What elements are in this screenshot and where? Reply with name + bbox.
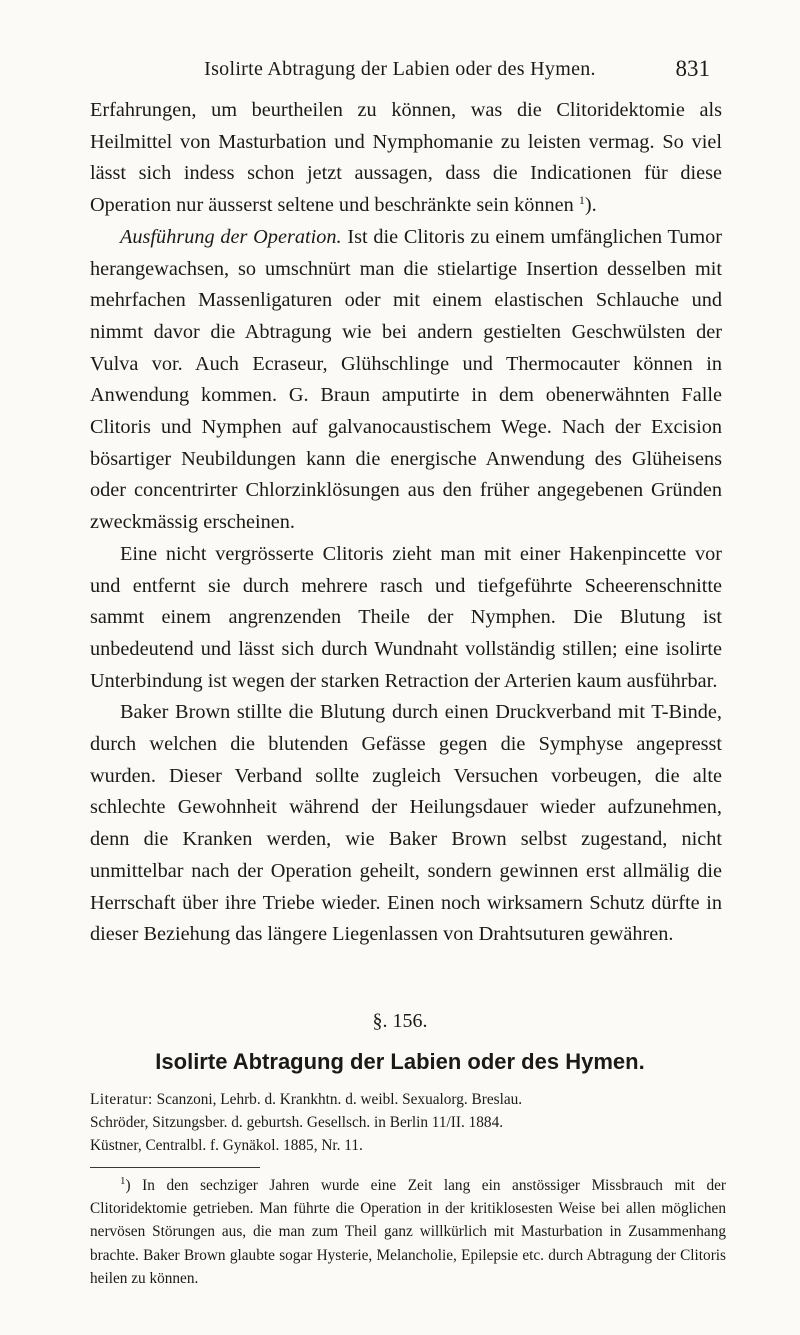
section-number: §. 156. <box>372 1010 428 1032</box>
paragraph-1 <box>90 95 722 222</box>
footnote-mark: 1 <box>120 1175 126 1187</box>
footnote-divider <box>90 1167 260 1168</box>
paragraph-3: Eine nicht vergrösserte Clitoris zieht man mit einer Hakenpincette vor und entfernt sie durch mehrere rasch und tiefgeführte Scheerenschnitte sammt einem angrenzenden Theile der Nymphen. Die Blutung ist unbedeutend und lässt sich durch Wundnaht vollständig stillen; eine isolirte Unterbindung ist wegen der starken Retraction der Arterien kaum ausführbar. <box>90 542 722 692</box>
footnote <box>90 1174 726 1290</box>
operation-heading: Ausführung der Operation. <box>120 225 342 248</box>
paragraph-1-text: Erfahrungen, um beurtheilen zu können, was die Clitoridektomie als Heilmittel von Masturbation und Nymphomanie zu leisten vermag. So viel lässt sich indess schon jetzt aussagen, dass die Indicationen für diese Operation nur äusserst seltene und beschränkte sein können <box>90 99 722 217</box>
paragraph-1-end: ). <box>584 194 597 217</box>
section-title: Isolirte Abtragung der Labien oder des Hymen. <box>155 1049 645 1074</box>
footnote-text: ) In den sechziger Jahren wurde eine Zeit lang ein anstössiger Missbrauch mit der Clitoridektomie getrieben. Man führte die Operation in der kritiklosesten Weise bei allen möglichen nervösen Störungen aus, die man zum Theil ganz willkürlich mit Masturbation in Zusammenhang brachte. Baker Brown glaubte sogar Hysterie, Melancholie, Epilepsie etc. durch Abtragung der Clitoris heilen zu können. <box>90 1177 726 1287</box>
literature-entry-1: Scanzoni, Lehrb. d. Krankhtn. d. weibl. Sexualorg. Breslau. <box>152 1091 523 1108</box>
literature-entry-2: Schröder, Sitzungsber. d. geburtsh. Gesellsch. in Berlin 11/II. 1884. <box>90 1114 504 1131</box>
literature-line-1 <box>90 1088 726 1111</box>
running-title: Isolirte Abtragung der Labien oder des Hymen. <box>204 58 596 80</box>
body-text <box>90 95 722 951</box>
paragraph-4: Baker Brown stillte die Blutung durch einen Druckverband mit T-Binde, durch welchen die blutenden Gefässe gegen die Symphyse angepresst wurden. Dieser Verband sollte zugleich Versuchen vorbeugen, die alte schlechte Gewohnheit während der Heilungsdauer wieder aufzunehmen, denn die Kranken werden, wie Baker Brown selbst zugestand, nicht unmittelbar nach der Operation geheilt, sondern gewinnen erst allmälig die Herrschaft über ihre Triebe wieder. Einen noch wirksamern Schutz dürfte in dieser Beziehung das längere Liegenlassen von Drahtsuturen gewähren. <box>90 701 722 946</box>
footnote-reference[interactable]: 1 <box>578 193 585 208</box>
page-number: 831 <box>675 56 710 81</box>
page-header <box>0 58 800 88</box>
paragraph-2 <box>90 222 722 539</box>
literature-list <box>90 1088 726 1157</box>
literature-label: Literatur: <box>90 1091 153 1108</box>
literature-entry-3: Küstner, Centralbl. f. Gynäkol. 1885, Nr. 11. <box>90 1137 363 1154</box>
paragraph-2-text: Ist die Clitoris zu einem umfänglichen Tumor herangewachsen, so umschnürt man die stielartige Insertion desselben mit mehrfachen Massenligaturen oder mit einem elastischen Schlauche und nimmt davor die Abtragung wie bei andern gestielten Geschwülsten der Vulva vor. Auch Ecraseur, Glühschlinge und Thermocauter können in Anwendung kommen. G. Braun amputirte in dem obenerwähnten Falle Clitoris und Nymphen auf galvanocaustischem Wege. Nach der Excision bösartiger Neubildungen kann die energische Anwendung des Glüheisens oder concentrirter Chlorzinklösungen aus den früher angegebenen Gründen zweckmässig erscheinen. <box>90 225 722 534</box>
